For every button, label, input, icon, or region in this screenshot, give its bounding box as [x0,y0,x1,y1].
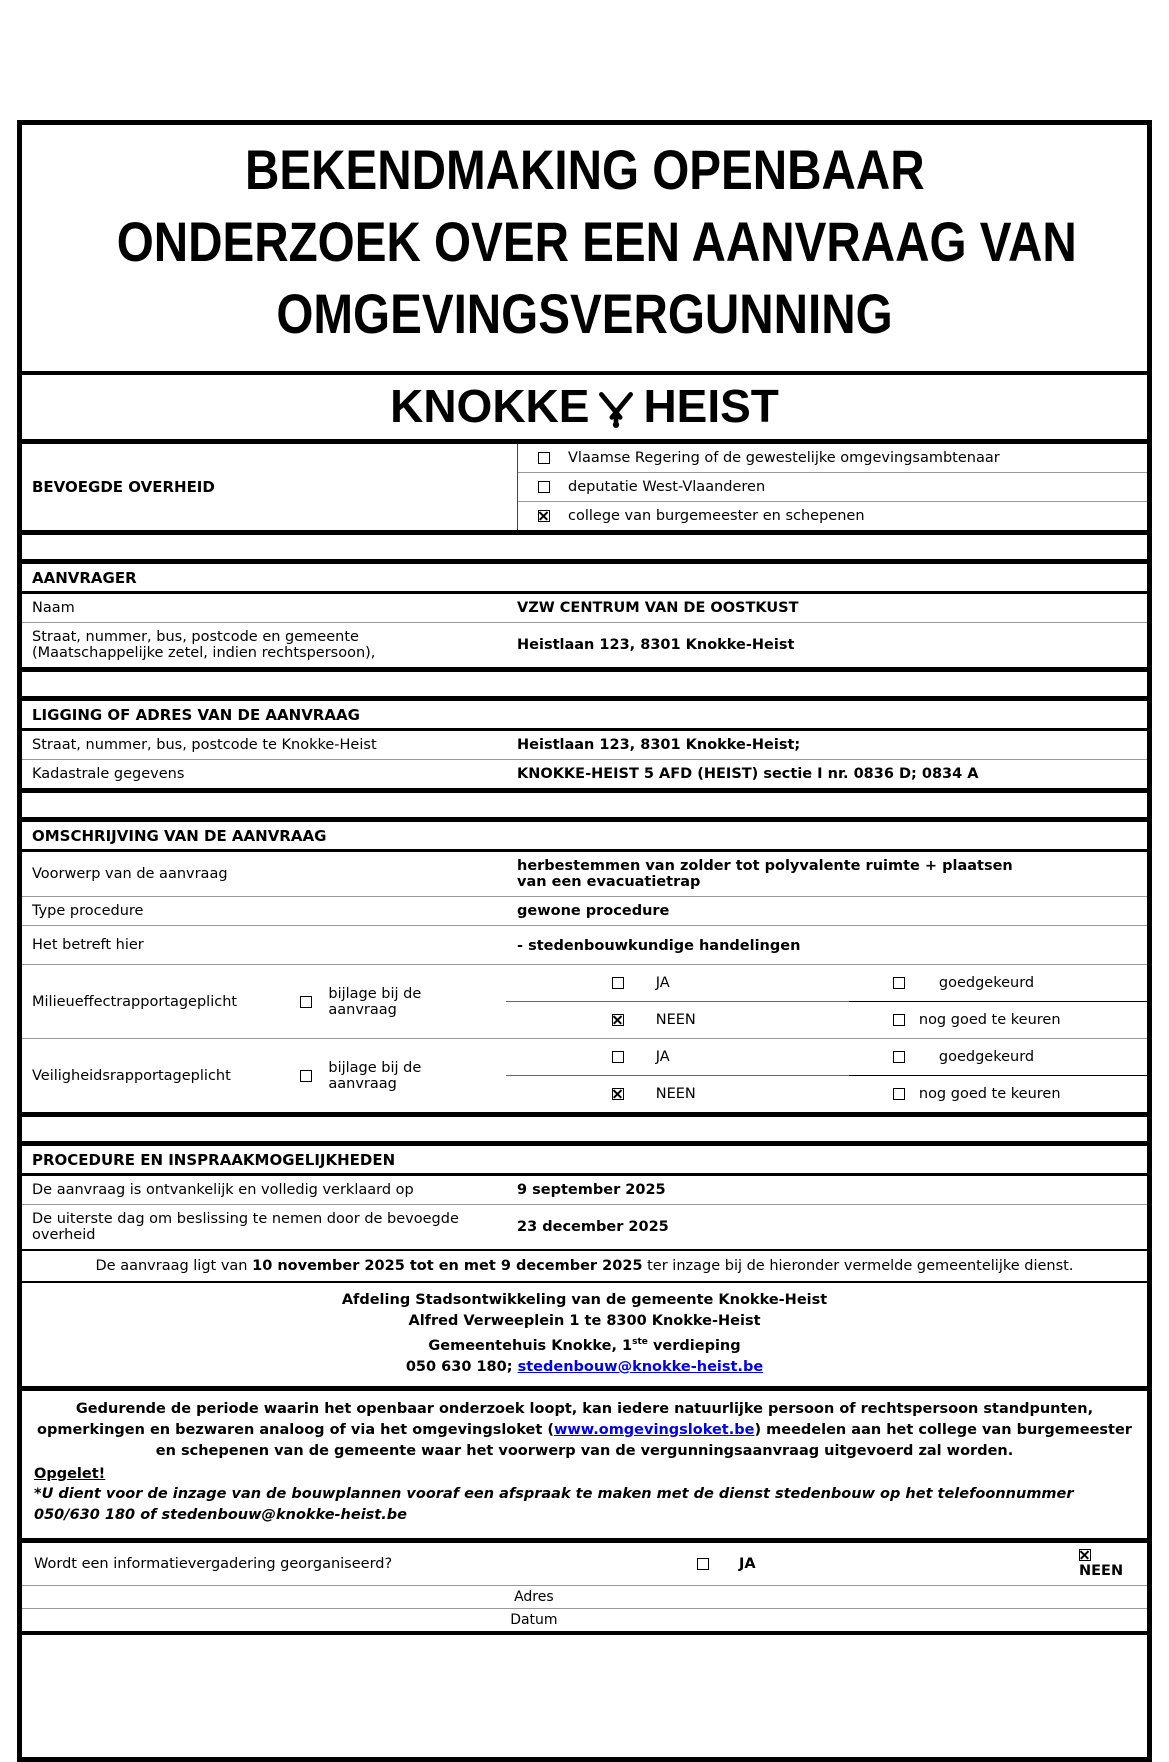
dienst-locatie: Gemeentehuis Knokke, 1ste verdieping [428,1337,741,1354]
inzage-periode-dates: 10 november 2025 tot en met 9 december 2025 [252,1258,643,1274]
checkbox-milieu-goedgekeurd[interactable] [893,977,905,989]
checkbox-deputatie[interactable] [538,481,550,493]
aanvrager-adres-label [22,623,517,667]
voorwerp-value: herbestemmen van zolder tot polyvalente ruimte + plaatsen van een evacuatietrap [517,858,1013,890]
inzage-periode [22,1249,1147,1281]
option-label: deputatie West-Vlaanderen [568,479,766,495]
veiligheid-bijlage-label: bijlage bij de aanvraag [328,1059,422,1092]
checkbox-veiligheid-bijlage[interactable] [300,1070,312,1082]
inzage-suffix: ter inzage bij de hieronder vermelde gemeentelijke dienst. [642,1258,1074,1274]
row-aanvrager-adres [22,622,1147,667]
openbaar-onderzoek-tekst: Gedurende de periode waarin het openbaar onderzoek loopt, kan iedere natuurlijke persoon of rechtspersoon standpunten, opmerkingen en bezwaren analoog of via het omgevingsloket (www.omgevingsloket.be) meedelen aan het college van burgemeester en schepenen van de gemeente waar het voorwerp van de vergunningsaanvraag uitgevoerd zal worden. [37,1400,1132,1459]
kadaster-value: KNOKKE-HEIST 5 AFD (HEIST) sectie I nr. 0836 D; 0834 A [517,766,979,782]
milieu-nog-row [849,1002,1147,1038]
checkbox-milieu-ja[interactable] [612,977,624,989]
inspraak-paragraaf [22,1391,1147,1543]
section-procedure [22,1146,1147,1391]
milieu-label: Milieueffectrapportageplicht [32,993,238,1010]
neen-label: NEEN [1079,1562,1124,1579]
adres-label-line1: Straat, nummer, bus, postcode en gemeente [32,629,359,645]
ontvankelijk-label: De aanvraag is ontvankelijk en volledig verklaard op [32,1182,414,1198]
milieu-bijlage-label: bijlage bij de aanvraag [328,985,422,1018]
veiligheid-nog-row [849,1076,1147,1112]
veiligheid-ja-label: JA [655,1049,670,1065]
option-college [518,501,1147,530]
type-procedure-value: gewone procedure [517,903,670,919]
bevoegde-overheid-options [517,444,1147,530]
row-veiligheidsrapportageplicht [22,1038,1147,1112]
checkbox-infovergadering-neen[interactable] [1079,1549,1091,1561]
checkbox-vlaamse-regering[interactable] [538,452,550,464]
naam-label: Naam [32,600,75,616]
milieu-neen-row [506,1002,849,1038]
option-label: college van burgemeester en schepenen [568,508,865,524]
veiligheid-ja-row [506,1039,849,1076]
veiligheid-goedgekeurd-row [849,1039,1147,1076]
type-procedure-label: Type procedure [32,903,144,919]
veiligheid-goedgekeurd-label: goedgekeurd [938,1049,1035,1065]
section-gap [22,1117,1147,1146]
title-line-1: BEKENDMAKING OPENBAAR [244,138,925,201]
row-type-procedure [22,896,1147,925]
section-gap [22,672,1147,701]
checkbox-veiligheid-nog-goed-te-keuren[interactable] [893,1088,905,1100]
option-deputatie [518,472,1147,501]
ja-label: JA [739,1555,756,1572]
milieu-ja-neen [506,965,849,1038]
form-title [22,125,1147,375]
adres-label-line2: (Maatschappelijke zetel, indien rechtspersoon), [32,645,376,661]
veiligheid-label: Veiligheidsrapportageplicht [32,1067,231,1084]
omgevingsloket-link[interactable]: www.omgevingsloket.be [553,1421,755,1438]
seagull-icon [593,385,639,431]
adres-veld-label: Adres [514,1588,554,1605]
row-voorwerp [22,852,1147,896]
afspraak-nota: *U dient voor de inzage van de bouwplannen vooraf een afspraak te maken met de dienst stedenbouw op het telefoonnummer 050/630 180 of stedenbouw@knokke-heist.be [34,1485,1074,1523]
dienst-telefoon: 050 630 180; [405,1358,518,1375]
row-betreft [22,925,1147,964]
informatievergadering-vraag: Wordt een informatievergadering georganiseerd? [34,1555,393,1572]
veiligheid-neen-label: NEEN [655,1086,696,1102]
row-ontvankelijk [22,1176,1147,1204]
betreft-label: Het betreft hier [32,937,144,953]
row-kadaster [22,759,1147,788]
aanvrager-adres-value: Heistlaan 123, 8301 Knokke-Heist [517,637,795,653]
section-omschrijving [22,822,1147,1117]
section-aanvrager [22,564,1147,672]
section-informatievergadering [22,1543,1147,1635]
checkbox-infovergadering-ja[interactable] [697,1558,709,1570]
logo-text-knokke: KNOKKE [390,380,590,432]
checkbox-veiligheid-goedgekeurd[interactable] [893,1051,905,1063]
informatievergadering-ja [697,1556,987,1572]
dienst-naam: Afdeling Stadsontwikkeling van de gemeente Knokke-Heist [341,1292,828,1308]
title-line-2: ONDERZOEK OVER EEN AANVRAAG VAN [116,210,1077,273]
row-uiterste-dag [22,1204,1147,1249]
uiterste-dag-label: De uiterste dag om beslissing te nemen door de bevoegde overheid [32,1211,459,1243]
bevoegde-overheid-label: BEVOEGDE OVERHEID [32,478,215,496]
empty-area [22,1635,1147,1757]
milieu-goedkeuring [849,965,1147,1038]
veiligheid-goedkeuring [849,1039,1147,1112]
ligging-adres-label: Straat, nummer, bus, postcode te Knokke-Heist [32,737,377,753]
milieu-nog-label: nog goed te keuren [918,1012,1061,1028]
row-ligging-adres [22,731,1147,759]
section-gap [22,535,1147,564]
omschrijving-header: OMSCHRIJVING VAN DE AANVRAAG [22,822,1147,852]
ontvankelijk-value: 9 september 2025 [517,1182,666,1198]
naam-value: VZW CENTRUM VAN DE OOSTKUST [517,600,799,616]
milieu-neen-label: NEEN [655,1012,696,1028]
milieu-ja-label: JA [655,975,670,991]
betreft-value: - stedenbouwkundige handelingen [517,938,801,954]
title-line-3: OMGEVINGSVERGUNNING [276,282,893,345]
section-bevoegde-overheid [22,444,1147,535]
row-datum [22,1608,1147,1631]
dienst-contact [22,1357,1147,1378]
stedenbouw-email-link[interactable]: stedenbouw@knokke-heist.be [517,1358,764,1375]
dienst-adres: Alfred Verweeplein 1 te 8300 Knokke-Heist [408,1313,761,1329]
veiligheid-nog-label: nog goed te keuren [918,1086,1061,1102]
section-gap [22,793,1147,822]
inzage-prefix: De aanvraag ligt van [95,1258,253,1274]
ligging-header: LIGGING OF ADRES VAN DE AANVRAAG [22,701,1147,731]
ligging-adres-value: Heistlaan 123, 8301 Knokke-Heist; [517,737,801,753]
checkbox-milieu-nog-goed-te-keuren[interactable] [893,1014,905,1026]
procedure-header: PROCEDURE EN INSPRAAKMOGELIJKHEDEN [22,1146,1147,1176]
section-ligging [22,701,1147,793]
veiligheid-ja-neen [506,1039,849,1112]
aanvrager-header: AANVRAGER [22,564,1147,594]
milieu-goedgekeurd-row [849,965,1147,1002]
option-label: Vlaamse Regering of de gewestelijke omgevingsambtenaar [568,450,1000,466]
checkbox-milieu-neen[interactable] [612,1014,624,1026]
option-vlaamse-regering [518,444,1147,472]
milieu-bijlage [286,965,505,1038]
municipality-logo [22,375,1147,444]
row-adres [22,1585,1147,1608]
checkbox-college[interactable] [538,510,550,522]
milieu-ja-row [506,965,849,1002]
checkbox-veiligheid-neen[interactable] [612,1088,624,1100]
kadaster-label: Kadastrale gegevens [32,766,185,782]
checkbox-milieu-bijlage[interactable] [300,996,312,1008]
checkbox-veiligheid-ja[interactable] [612,1051,624,1063]
veiligheid-neen-row [506,1076,849,1112]
voorwerp-label: Voorwerp van de aanvraag [32,866,228,882]
datum-veld-label: Datum [510,1611,558,1628]
row-naam [22,594,1147,622]
announcement-form [17,120,1152,1762]
gemeentelijke-dienst [22,1281,1147,1386]
row-informatievergadering [22,1543,1147,1585]
veiligheid-bijlage [286,1039,505,1112]
opgelet-label: Opgelet! [34,1465,106,1482]
row-milieueffectrapportageplicht [22,964,1147,1038]
uiterste-dag-value: 23 december 2025 [517,1219,669,1235]
informatievergadering-neen [987,1549,1137,1579]
superscript-ste: ste [632,1337,648,1347]
logo-text-heist: HEIST [643,380,779,432]
milieu-goedgekeurd-label: goedgekeurd [938,975,1035,991]
